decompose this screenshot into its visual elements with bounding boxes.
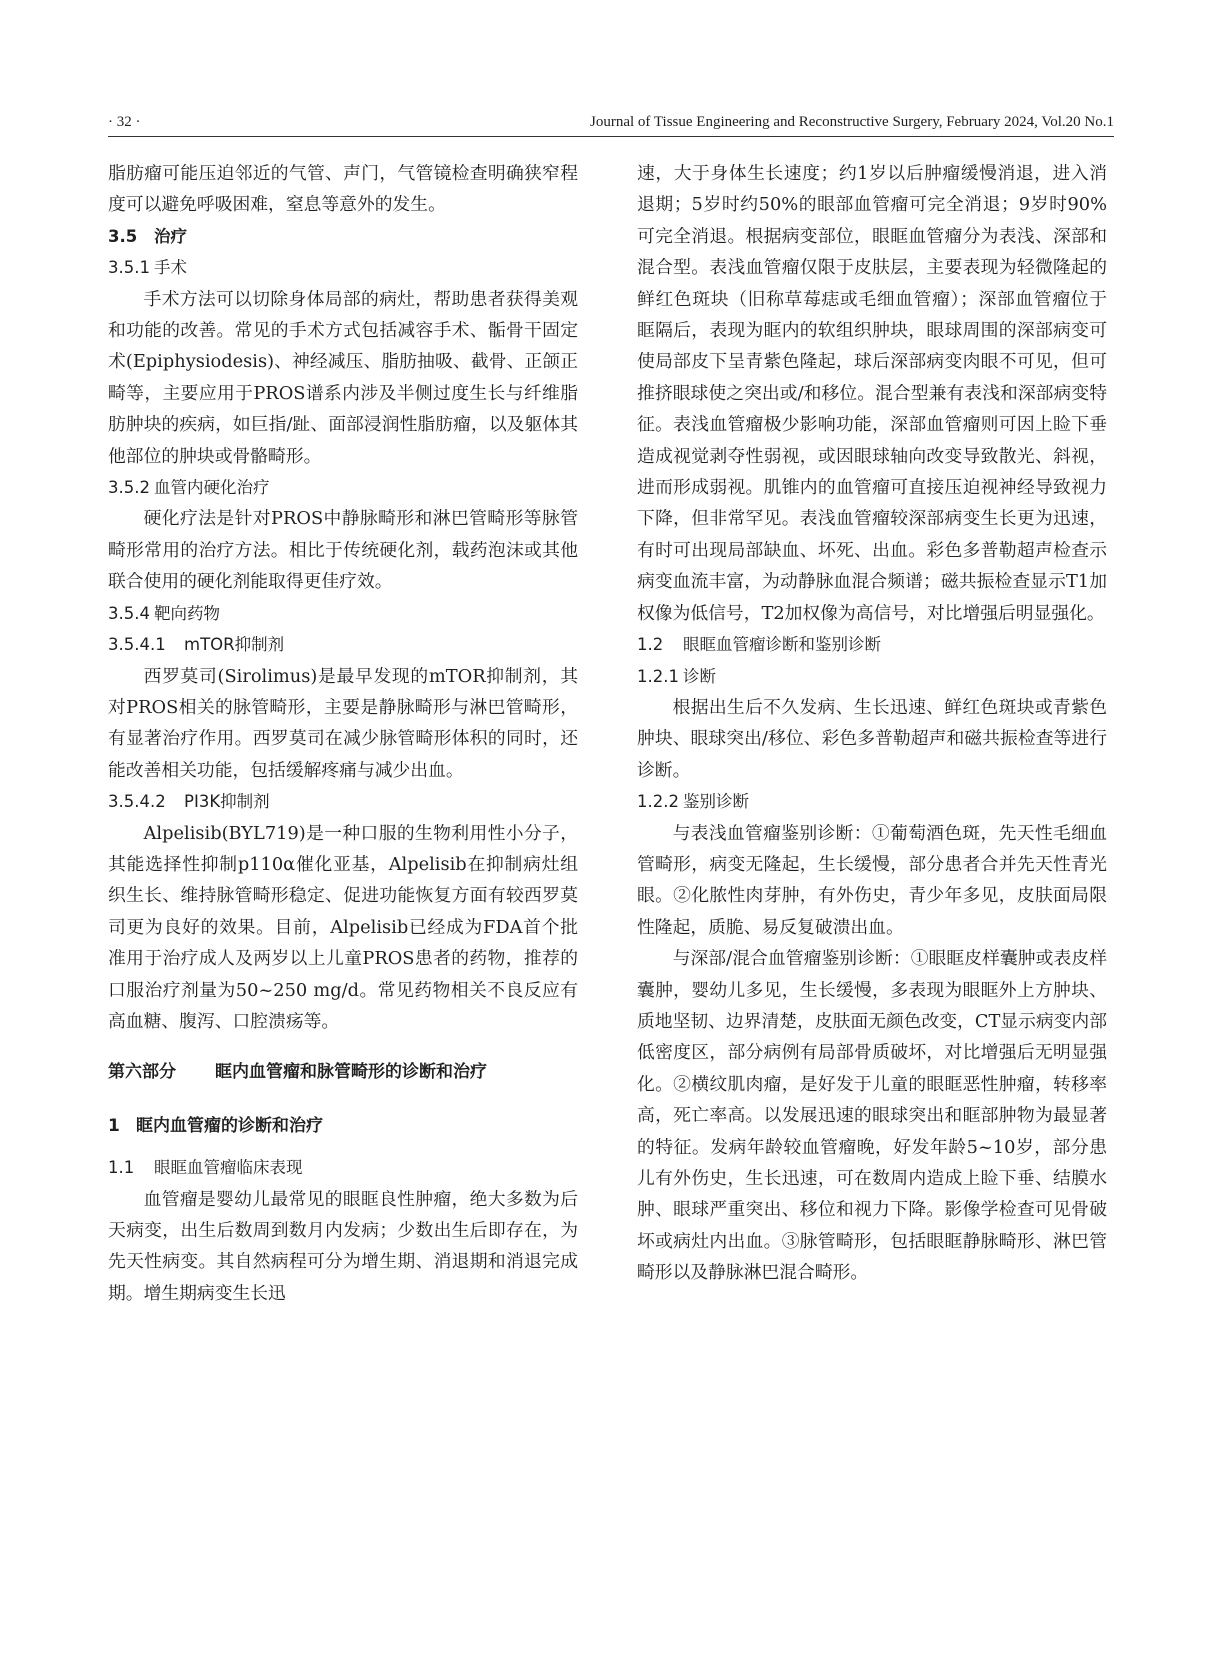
heading-title: 诊断 [683, 666, 716, 686]
heading-title: mTOR抑制剂 [184, 635, 285, 655]
running-header [108, 112, 1114, 137]
paragraph: 与表浅血管瘤鉴别诊断：①葡萄酒色斑，先天性毛细血管畸形，病变无隆起，生长缓慢，部分患者合并先天性青光眼。②化脓性肉芽肿，有外伤史，青少年多见，皮肤面局限性隆起，质脆、易反复破溃出血。 [637, 822, 1107, 938]
heading-title: 血管内硬化治疗 [154, 478, 270, 498]
heading-number: 3.5.4.2 [108, 792, 166, 812]
heading-number: 1.2 [637, 635, 664, 655]
right-column [637, 158, 1107, 1289]
part-title: 眶内血管瘤和脉管畸形的诊断和治疗 [215, 1062, 487, 1083]
page-number: · 32 · [108, 114, 141, 130]
paragraph: 硬化疗法是针对PROS中静脉畸形和淋巴管畸形等脉管畸形常用的治疗方法。相比于传统硬化剂，载药泡沫或其他联合使用的硬化剂能取得更佳疗效。 [108, 508, 578, 593]
heading-title: 治疗 [154, 226, 187, 246]
heading-number: 1.2.1 [637, 666, 679, 686]
part-heading [108, 1057, 578, 1088]
heading-number: 1 [108, 1115, 120, 1136]
heading-number: 3.5 [108, 226, 138, 246]
heading-number: 1.1 [108, 1158, 135, 1178]
journal-citation: Journal of Tissue Engineering and Reconstructive Surgery, February 2024, Vol.20 No.1 [590, 114, 1114, 130]
heading-title: 眼眶血管瘤诊断和鉴别诊断 [683, 635, 881, 655]
paragraph: 脂肪瘤可能压迫邻近的气管、声门，气管镜检查明确狭窄程度可以避免呼吸困难，窒息等意外的发生。 [108, 163, 578, 216]
subsection-heading-1-1 [108, 1152, 578, 1183]
left-column [108, 158, 578, 1309]
paragraph: 速，大于身体生长速度；约1岁以后肿瘤缓慢消退，进入消退期；5岁时约50%的眼部血管瘤可完全消退；9岁时90%可完全消退。根据病变部位，眼眶血管瘤分为表浅、深部和混合型。表浅血管瘤仅限于皮肤层，主要表现为轻微隆起的鲜红色斑块（旧称草莓痣或毛细血管瘤）；深部血管瘤位于眶隔后，表现为眶内的软组织肿块，眼球周围的深部病变可使局部皮下呈青紫色隆起，球后深部病变肉眼不可见，但可推挤眼球使之突出或/和移位。混合型兼有表浅和深部病变特征。表浅血管瘤极少影响功能，深部血管瘤则可因上睑下垂造成视觉剥夺性弱视，或因眼球轴向改变导致散光、斜视，进而形成弱视。肌锥内的血管瘤可直接压迫视神经导致视力下降，但非常罕见。表浅血管瘤较深部病变生长更为迅速，有时可出现局部缺血、坏死、出血。彩色多普勒超声检查示病变血流丰富，为动静脉血混合频谱；磁共振检查显示T1加权像为低信号，T2加权像为高信号，对比增强后明显强化。 [637, 163, 1107, 624]
heading-number: 3.5.4 [108, 603, 150, 623]
heading-title: 眶内血管瘤的诊断和治疗 [136, 1115, 323, 1136]
heading-number: 3.5.1 [108, 258, 150, 278]
heading-title: 鉴别诊断 [683, 792, 749, 812]
subsection-heading-3-5-1 [108, 252, 578, 283]
part-number: 第六部分 [108, 1062, 176, 1083]
heading-title: 手术 [154, 258, 187, 278]
heading-number: 3.5.4.1 [108, 635, 166, 655]
heading-title: 靶向药物 [154, 603, 220, 623]
heading-title: PI3K抑制剂 [184, 792, 270, 812]
subsection-heading-1-2-2 [637, 786, 1107, 817]
paragraph: 根据出生后不久发病、生长迅速、鲜红色斑块或青紫色肿块、眼球突出/移位、彩色多普勒超声和磁共振检查等进行诊断。 [637, 696, 1107, 781]
paragraph: 西罗莫司(Sirolimus)是最早发现的mTOR抑制剂，其对PROS相关的脉管畸形，主要是静脉畸形与淋巴管畸形，有显著治疗作用。西罗莫司在减少脉管畸形体积的同时，还能改善相关功能，包括缓解疼痛与减少出血。 [108, 665, 578, 781]
paragraph: Alpelisib(BYL719)是一种口服的生物利用性小分子，其能选择性抑制p110α催化亚基，Alpelisib在抑制病灶组织生长、维持脉管畸形稳定、促进功能恢复方面有较西罗莫司更为良好的效果。目前，Alpelisib已经成为FDA首个批准用于治疗成人及两岁以上儿童PROS患者的药物，推荐的口服治疗剂量为50~250 mg/d。常见药物相关不良反应有高血糖、腹泻、口腔溃疡等。 [108, 822, 578, 1032]
paragraph: 手术方法可以切除身体局部的病灶，帮助患者获得美观和功能的改善。常见的手术方式包括减容手术、骺骨干固定术(Epiphysiodesis)、神经减压、脂肪抽吸、截骨、正颌正畸等，主要应用于PROS谱系内涉及半侧过度生长与纤维脂肪肿块的疾病，如巨指/趾、面部浸润性脂肪瘤，以及躯体其他部位的肿块或骨骼畸形。 [108, 288, 578, 467]
subsection-heading-3-5-4-1 [108, 629, 578, 660]
paragraph: 血管瘤是婴幼儿最常见的眼眶良性肿瘤，绝大多数为后天病变，出生后数周到数月内发病；少数出生后即存在，为先天性病变。其自然病程可分为增生期、消退期和消退完成期。增生期病变生长迅 [108, 1188, 578, 1304]
section-heading-1 [108, 1111, 578, 1142]
heading-number: 1.2.2 [637, 792, 679, 812]
subsection-heading-1-2-1 [637, 661, 1107, 692]
subsection-heading-3-5-4 [108, 598, 578, 629]
subsection-heading-3-5-4-2 [108, 786, 578, 817]
paragraph: 与深部/混合血管瘤鉴别诊断：①眼眶皮样囊肿或表皮样囊肿，婴幼儿多见，生长缓慢，多表现为眼眶外上方肿块、质地坚韧、边界清楚，皮肤面无颜色改变，CT显示病变内部低密度区，部分病例有局部骨质破坏，对比增强后无明显强化。②横纹肌肉瘤，是好发于儿童的眼眶恶性肿瘤，转移率高，死亡率高。以发展迅速的眼球突出和眶部肿物为最显著的特征。发病年龄较血管瘤晚，好发年龄5~10岁，部分患儿有外伤史，生长迅速，可在数周内造成上睑下垂、结膜水肿、眼球严重突出、移位和视力下降。影像学检查可见骨破坏或病灶内出血。③脉管畸形，包括眼眶静脉畸形、淋巴管畸形以及静脉淋巴混合畸形。 [637, 948, 1107, 1284]
subsection-heading-3-5-2 [108, 472, 578, 503]
heading-title: 眼眶血管瘤临床表现 [154, 1158, 303, 1178]
heading-number: 3.5.2 [108, 478, 150, 498]
subsection-heading-1-2 [637, 629, 1107, 660]
section-heading-3-5 [108, 221, 578, 252]
